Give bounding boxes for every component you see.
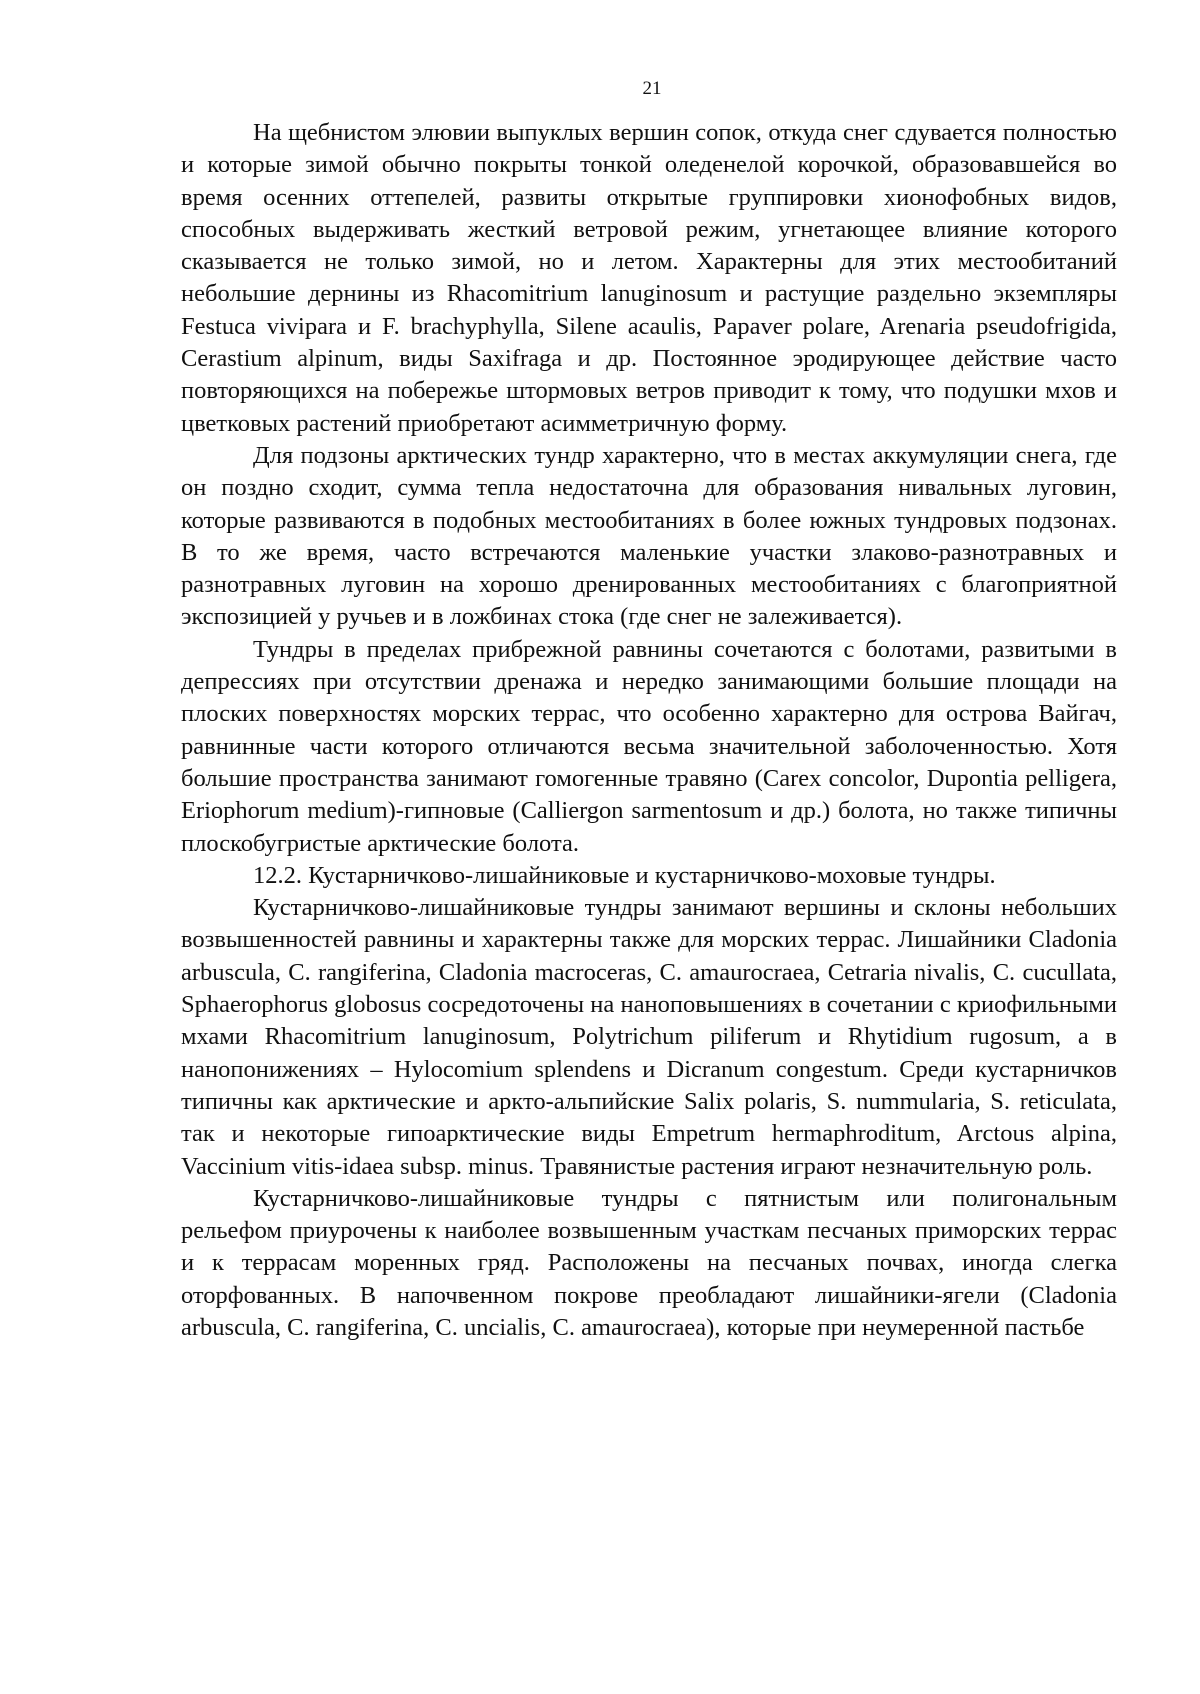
paragraph-snow-accumulation: Для подзоны арктических тундр характерно, что в местах аккумуляции снега, где он поздно сходит, сумма тепла недостаточна для образования нивальных луговин, которые развиваются в подобных местообитаниях в более южных тундровых подзонах. В то же время, часто встречаются маленькие участки злаково-разнотравных и разнотравных луговин на хорошо дренированных местообитаниях с благоприятной экспозицией у ручьев и в ложбинах стока (где снег не залеживается). bbox=[181, 441, 1117, 631]
paragraph-tundra-bogs: Тундры в пределах прибрежной равнины сочетаются с болотами, развитыми в депрессиях при отсутствии дренажа и нередко занимающими большие площади на плоских поверхностях морских террас, что особенно характерно для острова Вайгач, равнинные части которого отличаются весьма значительной заболоченностью. Хотя большие пространства занимают гомогенные травяно (Carex concolor, Dupontia pelligera, Eriophorum medium)-гипновые (Calliergon sarmentosum и др.) болота, но также типичны плоскобугристые арктические болота. bbox=[181, 635, 1117, 857]
page-number: 21 bbox=[642, 78, 662, 99]
section-heading-12-2: 12.2. Кустарничково-лишайниковые и кустарничково-моховые тундры. bbox=[253, 861, 996, 889]
paragraph-summit-vegetation: На щебнистом элювии выпуклых вершин сопок, откуда снег сдувается полностью и которые зимой обычно покрыты тонкой оледенелой корочкой, образовавшейся во время осенних оттепелей, развиты открытые группировки хионофобных видов, способных выдерживать жесткий ветровой режим, угнетающее влияние которого сказывается не только зимой, но и летом. Характерны для этих местообитаний небольшие дернины из Rhacomitrium lanuginosum и растущие раздельно экземпляры Festuca vivipara и F. brachyphylla, Silene acaulis, Papaver polare, Arenaria pseudofrigida, Cerastium alpinum, виды Saxifraga и др. Постоянное эродирующее действие часто повторяющихся на побережье штормовых ветров приводит к тому, что подушки мхов и цветковых растений приобретают асимметричную форму. bbox=[181, 119, 1117, 437]
paragraph-polygonal-tundra: Кустарничково-лишайниковые тундры с пятнистым или полигональным рельефом приурочены к наиболее возвышенным участкам песчаных приморских террас и к террасам моренных гряд. Расположены на песчаных почвах, иногда слегка оторфованных. В напочвенном покрове преобладают лишайники-ягели (Cladonia arbuscula, C. rangiferina, C. uncialis, C. amaurocraea), которые при неумеренной пастьбе bbox=[181, 1184, 1117, 1341]
body-text bbox=[181, 117, 1117, 1344]
paragraph-lichen-tundra: Кустарничково-лишайниковые тундры занимают вершины и склоны небольших возвышенностей равнины и характерны также для морских террас. Лишайники Cladonia arbuscula, C. rangiferina, Cladonia macroceras, C. amaurocraea, Cetraria nivalis, C. cucullata, Sphaerophorus globosus сосредоточены на нанoповышениях в сочетании с криофильными мхами Rhacomitrium lanuginosum, Polytrichum piliferum и Rhytidium rugosum, а в нанопонижениях – Hylocomium splendens и Dicranum congestum. Среди кустарничков типичны как арктические и аркто-альпийские Salix polaris, S. nummularia, S. reticulata, так и некоторые гипоарктические виды Empetrum hermaphroditum, Arctous alpina, Vaccinium vitis-idaea subsp. minus. Травянистые растения играют незначительную роль. bbox=[181, 894, 1117, 1180]
